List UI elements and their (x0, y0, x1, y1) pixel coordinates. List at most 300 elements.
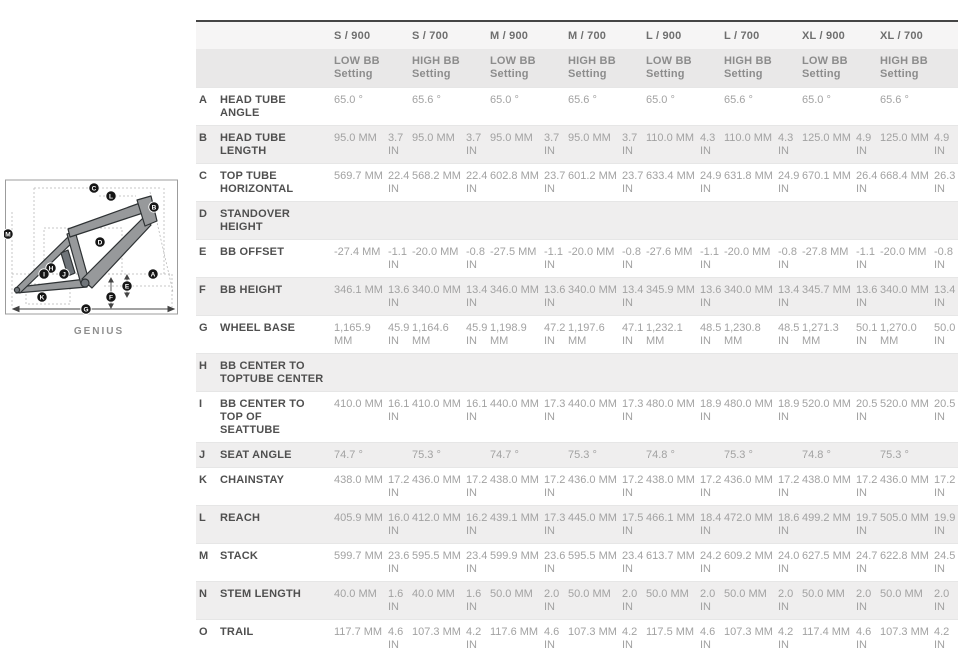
value-mm: 595.5 MM (412, 550, 461, 562)
value-mm: 440.0 MM (568, 398, 617, 410)
value-in: 17.5 IN (622, 512, 644, 537)
value-in: 2.0 IN (856, 588, 872, 613)
value-in: 16.0 IN (388, 512, 410, 537)
value-in: 24.0 IN (778, 550, 800, 575)
value-mm: 480.0 MM (646, 398, 695, 410)
value-mm: 1,165.9 MM (334, 322, 371, 347)
value-mm: 340.0 MM (880, 284, 929, 296)
value-in (544, 88, 568, 125)
setting-line1: LOW BB (802, 55, 848, 67)
value-mm: 1,270.0 MM (880, 322, 917, 347)
row-letter: H (199, 360, 207, 372)
value-in: 3.7 IN (466, 132, 482, 157)
value-in: 13.4 IN (466, 284, 488, 309)
value-mm: 466.1 MM (646, 512, 695, 524)
value-mm: 1,197.6 MM (568, 322, 605, 347)
row-letter: E (199, 246, 207, 258)
row-label: WHEEL BASE (220, 322, 296, 334)
value-in: 24.7 IN (856, 550, 878, 575)
value-mm: 75.3 ° (568, 449, 597, 461)
value-in: 2.0 IN (934, 588, 950, 613)
value-in (466, 88, 490, 125)
value-mm: 505.0 MM (880, 512, 929, 524)
empty-values (334, 202, 958, 239)
value-mm: 107.3 MM (568, 626, 617, 638)
value-mm: 439.1 MM (490, 512, 539, 524)
value-in: 1.6 IN (466, 588, 482, 613)
value-mm: 438.0 MM (802, 474, 851, 486)
value-mm: -20.0 MM (412, 246, 459, 258)
value-mm: 613.7 MM (646, 550, 695, 562)
value-mm: 609.2 MM (724, 550, 773, 562)
row-label: TOP TUBE HORIZONTAL (220, 170, 294, 195)
value-mm: 40.0 MM (334, 588, 377, 600)
value-in (778, 88, 802, 125)
value-mm: 110.0 MM (646, 132, 695, 144)
value-mm: 345.7 MM (802, 284, 851, 296)
row-label: HEAD TUBE LENGTH (220, 132, 286, 157)
value-mm: 346.1 MM (334, 284, 383, 296)
value-in (622, 443, 646, 467)
row-label: BB OFFSET (220, 246, 285, 258)
value-mm: 95.0 MM (412, 132, 455, 144)
row-label: STACK (220, 550, 259, 562)
value-in: 3.7 IN (544, 132, 560, 157)
row-letter: I (199, 398, 203, 410)
value-mm: 65.0 ° (334, 94, 363, 106)
value-in: 20.5 IN (856, 398, 878, 423)
value-mm: 107.3 MM (412, 626, 461, 638)
value-mm: -20.0 MM (724, 246, 771, 258)
value-mm: 633.4 MM (646, 170, 695, 182)
value-mm: 340.0 MM (568, 284, 617, 296)
row-label: BB CENTER TO TOP OF SEATTUBE (220, 398, 305, 436)
value-mm: 1,271.3 MM (802, 322, 839, 347)
value-mm: 125.0 MM (802, 132, 851, 144)
row-letter: G (199, 322, 208, 334)
value-in: 23.7 IN (622, 170, 644, 195)
value-in: -0.8 IN (934, 246, 953, 271)
value-mm: 436.0 MM (412, 474, 461, 486)
value-in: 4.6 IN (700, 626, 716, 651)
setting-header (880, 49, 958, 87)
value-in: 22.4 IN (466, 170, 488, 195)
value-mm: 445.0 MM (568, 512, 617, 524)
setting-line1: LOW BB (646, 55, 692, 67)
value-in: 2.0 IN (778, 588, 794, 613)
value-in: 16.2 IN (466, 512, 488, 537)
value-in (778, 443, 802, 467)
value-in: 24.9 IN (700, 170, 722, 195)
value-in: -0.8 IN (778, 246, 797, 271)
row-label: STANDOVER HEIGHT (220, 208, 291, 233)
value-mm: 520.0 MM (802, 398, 851, 410)
value-mm: 436.0 MM (724, 474, 773, 486)
value-mm: 75.3 ° (724, 449, 753, 461)
value-mm: 569.7 MM (334, 170, 383, 182)
row-letter: C (199, 170, 207, 182)
value-mm: -20.0 MM (568, 246, 615, 258)
value-mm: 107.3 MM (880, 626, 929, 638)
table-row (196, 543, 958, 581)
diagram-marker-label: C (91, 185, 97, 193)
value-in: 17.2 IN (700, 474, 722, 499)
table-row (196, 277, 958, 315)
value-in: 13.6 IN (388, 284, 410, 309)
value-mm: 40.0 MM (412, 588, 455, 600)
value-in: 24.2 IN (700, 550, 722, 575)
value-in: 13.6 IN (856, 284, 878, 309)
value-in: 18.9 IN (778, 398, 800, 423)
row-label: HEAD TUBE ANGLE (220, 94, 286, 119)
value-in: 17.2 IN (934, 474, 956, 499)
value-in: 17.3 IN (544, 398, 566, 423)
value-mm: 438.0 MM (334, 474, 383, 486)
value-mm: 340.0 MM (724, 284, 773, 296)
diagram-marker-label: E (124, 283, 130, 291)
corner-spacer (196, 22, 334, 49)
value-in: 17.2 IN (466, 474, 488, 499)
value-mm: 50.0 MM (724, 588, 767, 600)
row-label: BB CENTER TO TOPTUBE CENTER (220, 360, 324, 385)
value-in: 45.9 IN (466, 322, 488, 347)
value-mm: 75.3 ° (880, 449, 909, 461)
value-mm: 410.0 MM (412, 398, 461, 410)
value-mm: 668.4 MM (880, 170, 929, 182)
value-in (388, 88, 412, 125)
value-in: 17.2 IN (778, 474, 800, 499)
setting-header (724, 49, 802, 87)
setting-header (802, 49, 880, 87)
row-label: STEM LENGTH (220, 588, 302, 600)
value-mm: 670.1 MM (802, 170, 851, 182)
setting-line2: Setting (724, 68, 763, 80)
value-mm: 95.0 MM (490, 132, 533, 144)
value-in: -1.1 IN (700, 246, 719, 271)
value-mm: -27.5 MM (490, 246, 537, 258)
value-in: 3.7 IN (388, 132, 404, 157)
table-row (196, 163, 958, 201)
setting-line2: Setting (880, 68, 919, 80)
table-row (196, 505, 958, 543)
value-in: 4.2 IN (622, 626, 638, 651)
value-mm: 622.8 MM (880, 550, 929, 562)
value-in (388, 443, 412, 467)
value-in (622, 88, 646, 125)
table-row (196, 353, 958, 391)
setting-line2: Setting (490, 68, 529, 80)
value-in: -1.1 IN (388, 246, 407, 271)
value-mm: 599.9 MM (490, 550, 539, 562)
size-header: S / 900 (334, 30, 371, 42)
value-in: 47.2 IN (544, 322, 566, 347)
value-mm: -20.0 MM (880, 246, 927, 258)
table-row (196, 239, 958, 277)
value-mm: 117.7 MM (334, 626, 383, 638)
value-mm: 436.0 MM (568, 474, 617, 486)
value-mm: 520.0 MM (880, 398, 929, 410)
setting-header (568, 49, 646, 87)
value-in: 2.0 IN (544, 588, 560, 613)
value-mm: 107.3 MM (724, 626, 773, 638)
value-mm: 65.6 ° (880, 94, 909, 106)
value-mm: 74.8 ° (646, 449, 675, 461)
value-mm: 602.8 MM (490, 170, 539, 182)
value-mm: 345.9 MM (646, 284, 695, 296)
value-in: 13.6 IN (544, 284, 566, 309)
row-letter: N (199, 588, 207, 600)
value-in: 4.9 IN (856, 132, 872, 157)
value-mm: 1,198.9 MM (490, 322, 527, 347)
value-in: -1.1 IN (856, 246, 875, 271)
value-mm: 65.6 ° (568, 94, 597, 106)
value-mm: 95.0 MM (334, 132, 377, 144)
row-letter: O (199, 626, 208, 638)
value-in (700, 443, 724, 467)
value-mm: 65.6 ° (412, 94, 441, 106)
value-mm: 1,230.8 MM (724, 322, 761, 347)
setting-header (334, 49, 412, 87)
row-letter: B (199, 132, 207, 144)
value-in: 50.0 IN (934, 322, 956, 347)
value-mm: 50.0 MM (646, 588, 689, 600)
size-header: S / 700 (412, 30, 449, 42)
value-mm: 601.2 MM (568, 170, 617, 182)
value-in: 23.6 IN (544, 550, 566, 575)
diagram-marker-label: H (48, 265, 54, 273)
table-row (196, 125, 958, 163)
row-label: CHAINSTAY (220, 474, 285, 486)
value-in (934, 88, 958, 125)
value-in: 20.5 IN (934, 398, 956, 423)
value-mm: 50.0 MM (802, 588, 845, 600)
value-in: 4.2 IN (466, 626, 482, 651)
value-in: 19.9 IN (934, 512, 956, 537)
value-mm: 472.0 MM (724, 512, 773, 524)
frame-diagram-svg (4, 176, 194, 318)
diagram-marker-label: F (109, 294, 113, 302)
value-mm: 438.0 MM (490, 474, 539, 486)
value-mm: 65.6 ° (724, 94, 753, 106)
table-row (196, 201, 958, 239)
size-header-row (196, 22, 958, 49)
value-in: 13.6 IN (700, 284, 722, 309)
value-in: 48.5 IN (700, 322, 722, 347)
value-in: 2.0 IN (622, 588, 638, 613)
setting-line2: Setting (802, 68, 841, 80)
setting-header (490, 49, 568, 87)
value-in: 2.0 IN (700, 588, 716, 613)
value-in (856, 443, 880, 467)
value-mm: -27.6 MM (646, 246, 693, 258)
value-in: 4.3 IN (778, 132, 794, 157)
value-in: 17.2 IN (388, 474, 410, 499)
value-in (544, 443, 568, 467)
value-mm: 568.2 MM (412, 170, 461, 182)
row-letter: J (199, 449, 206, 461)
value-mm: 65.0 ° (490, 94, 519, 106)
value-in: 22.4 IN (388, 170, 410, 195)
setting-line1: HIGH BB (880, 55, 928, 67)
setting-line2: Setting (412, 68, 451, 80)
value-in: 17.2 IN (856, 474, 878, 499)
value-mm: 436.0 MM (880, 474, 929, 486)
value-mm: 74.7 ° (490, 449, 519, 461)
value-mm: 110.0 MM (724, 132, 773, 144)
value-mm: 50.0 MM (880, 588, 923, 600)
value-in: 23.4 IN (622, 550, 644, 575)
value-mm: 599.7 MM (334, 550, 383, 562)
value-mm: 631.8 MM (724, 170, 773, 182)
row-letter: A (199, 94, 207, 106)
table-row (196, 315, 958, 353)
table-row (196, 581, 958, 619)
diagram-marker-label: I (43, 271, 45, 279)
table-row (196, 442, 958, 467)
setting-header (412, 49, 490, 87)
corner-spacer (196, 49, 334, 87)
value-in: 17.3 IN (622, 398, 644, 423)
value-in: 4.3 IN (700, 132, 716, 157)
value-mm: 440.0 MM (490, 398, 539, 410)
size-header: XL / 900 (802, 30, 845, 42)
value-in: 50.1 IN (856, 322, 878, 347)
value-in: 17.3 IN (544, 512, 566, 537)
value-in: 45.9 IN (388, 322, 410, 347)
value-in: 18.4 IN (700, 512, 722, 537)
value-mm: 50.0 MM (568, 588, 611, 600)
value-mm: 595.5 MM (568, 550, 617, 562)
value-in: -1.1 IN (544, 246, 563, 271)
diagram-marker-label: B (151, 204, 157, 212)
value-in: 13.4 IN (622, 284, 644, 309)
row-letter: D (199, 208, 207, 220)
value-in: 13.4 IN (934, 284, 956, 309)
setting-line2: Setting (568, 68, 607, 80)
value-in: 48.5 IN (778, 322, 800, 347)
value-in: 26.4 IN (856, 170, 878, 195)
setting-line1: HIGH BB (412, 55, 460, 67)
diagram-marker-label: J (62, 271, 66, 279)
row-label: SEAT ANGLE (220, 449, 292, 461)
value-in: 4.9 IN (934, 132, 950, 157)
value-mm: 499.2 MM (802, 512, 851, 524)
value-in: 13.4 IN (778, 284, 800, 309)
table-row (196, 619, 958, 657)
value-in: 16.1 IN (466, 398, 488, 423)
diagram-marker-label: L (109, 193, 113, 201)
value-in: -0.8 IN (466, 246, 485, 271)
value-mm: 75.3 ° (412, 449, 441, 461)
value-mm: 125.0 MM (880, 132, 929, 144)
row-letter: L (199, 512, 206, 524)
value-mm: 74.8 ° (802, 449, 831, 461)
row-letter: M (199, 550, 209, 562)
value-in: 23.7 IN (544, 170, 566, 195)
value-mm: 117.5 MM (646, 626, 695, 638)
row-letter: F (199, 284, 206, 296)
diagram-marker-label: G (83, 306, 89, 314)
value-mm: 50.0 MM (490, 588, 533, 600)
value-in (466, 443, 490, 467)
row-label: REACH (220, 512, 261, 524)
empty-values (334, 354, 958, 391)
table-row (196, 391, 958, 442)
value-mm: 74.7 ° (334, 449, 363, 461)
value-mm: 410.0 MM (334, 398, 383, 410)
value-in: 23.4 IN (466, 550, 488, 575)
value-mm: 1,164.6 MM (412, 322, 449, 347)
setting-line1: LOW BB (490, 55, 536, 67)
row-label: BB HEIGHT (220, 284, 283, 296)
value-mm: -27.4 MM (334, 246, 381, 258)
setting-line1: HIGH BB (724, 55, 772, 67)
value-in: 23.6 IN (388, 550, 410, 575)
value-mm: 346.0 MM (490, 284, 539, 296)
value-mm: 412.0 MM (412, 512, 461, 524)
size-header: L / 700 (724, 30, 760, 42)
value-in: 4.6 IN (388, 626, 404, 651)
value-in: 17.2 IN (622, 474, 644, 499)
row-letter: K (199, 474, 207, 486)
setting-line1: LOW BB (334, 55, 380, 67)
value-in: 4.6 IN (544, 626, 560, 651)
value-mm: 405.9 MM (334, 512, 383, 524)
value-mm: 438.0 MM (646, 474, 695, 486)
diagram-marker-label: D (97, 239, 103, 247)
value-mm: 1,232.1 MM (646, 322, 683, 347)
value-in: 4.6 IN (856, 626, 872, 651)
value-in (856, 88, 880, 125)
setting-header (646, 49, 724, 87)
setting-line2: Setting (646, 68, 685, 80)
value-mm: -27.8 MM (802, 246, 849, 258)
diagram-marker-label: A (150, 271, 156, 279)
value-in: 26.3 IN (934, 170, 956, 195)
value-in: 16.1 IN (388, 398, 410, 423)
table-row (196, 467, 958, 505)
value-in: 4.2 IN (778, 626, 794, 651)
value-in: 18.9 IN (700, 398, 722, 423)
value-mm: 340.0 MM (412, 284, 461, 296)
value-mm: 480.0 MM (724, 398, 773, 410)
size-header: M / 700 (568, 30, 607, 42)
value-in: 24.9 IN (778, 170, 800, 195)
value-in: -0.8 IN (622, 246, 641, 271)
value-in: 17.2 IN (544, 474, 566, 499)
diagram-marker-label: M (5, 231, 11, 239)
value-in: 47.1 IN (622, 322, 644, 347)
value-in (700, 88, 724, 125)
diagram-caption: GENIUS (73, 326, 125, 337)
table-row (196, 87, 958, 125)
value-in (934, 443, 958, 467)
diagram-marker-label: K (39, 294, 45, 302)
size-header: M / 900 (490, 30, 529, 42)
size-header: XL / 700 (880, 30, 923, 42)
setting-header-row (196, 49, 958, 87)
bike-geometry-diagram (4, 176, 194, 337)
setting-line1: HIGH BB (568, 55, 616, 67)
value-in: 3.7 IN (622, 132, 638, 157)
value-in: 1.6 IN (388, 588, 404, 613)
value-mm: 95.0 MM (568, 132, 611, 144)
value-mm: 65.0 ° (646, 94, 675, 106)
row-label: TRAIL (220, 626, 254, 638)
value-in: 19.7 IN (856, 512, 878, 537)
setting-line2: Setting (334, 68, 373, 80)
value-mm: 117.4 MM (802, 626, 851, 638)
